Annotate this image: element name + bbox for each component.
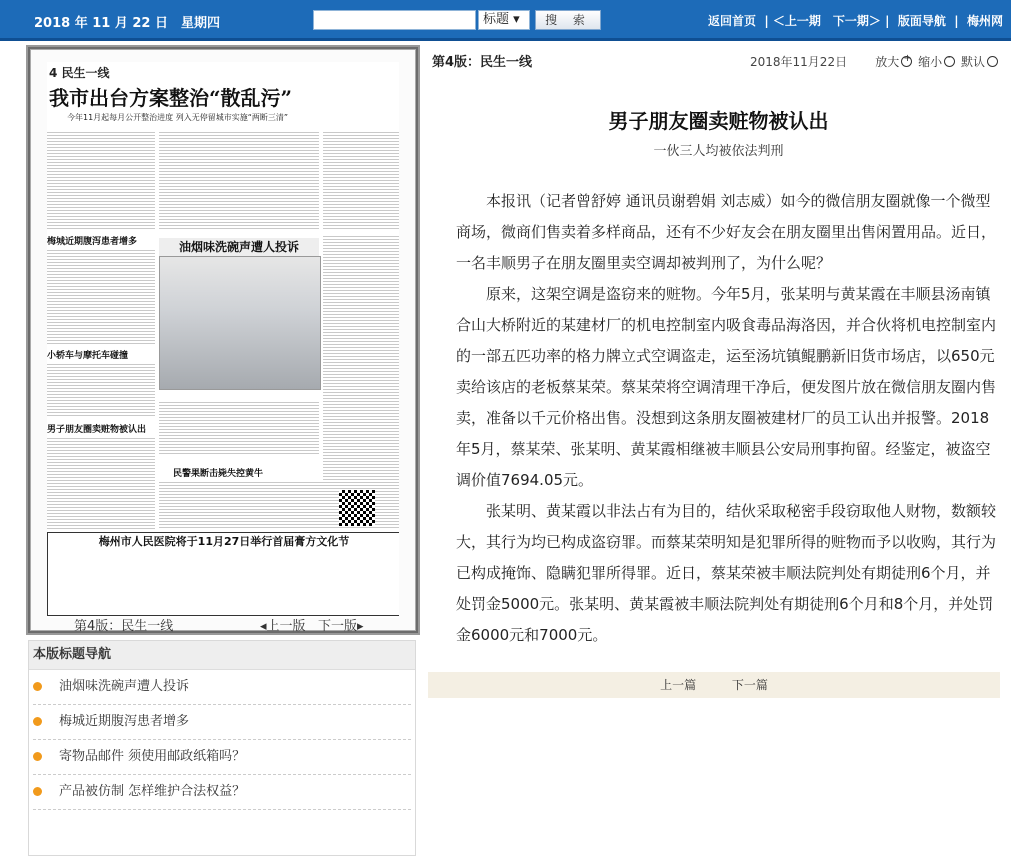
article-paragraph: 原来，这架空调是盗窃来的赃物。今年5月，张某明与黄某霞在丰顺县汤南镇合山大桥附近的某建材厂的机电控制室内吸食毒品海洛因，并合伙将机电控制室内的一部五匹功率的格力牌立式空调盗走，运至汤坑镇鲲鹏新旧货市场店，以650元卖给该店的老板蔡某荣。蔡某荣将空调清理干净后，便发图片放在微信朋友圈内售卖，准备以千元价格出售。没想到这条朋友圈被建材厂的员工认出并报警。2018年5月，蔡某荣、张某明、黄某霞相继被丰顺县公安局刑事拘留。经鉴定，被盗空调价值7694.05元。 [456,285,997,489]
default-size-label[interactable]: 默认 [960,55,985,69]
newspaper-page[interactable] [30,49,416,631]
page-nav-link[interactable]: 版面导航 [897,14,946,28]
page-label: 第4版：民生一线 [74,619,174,634]
bullet-icon [33,682,42,691]
search-input[interactable] [313,10,476,30]
headline-nav-title: 本版标题导航 [29,641,415,670]
np-mid-headline-4[interactable]: 民警果断击毙失控黄牛 [173,469,264,479]
select-value: 标题 [483,12,510,27]
top-nav [708,12,1003,29]
next-arrow-icon: ▸ [356,619,364,634]
article-nav [428,672,1000,698]
np-photo-headline[interactable]: 油烟味洗碗声遭人投诉 [159,238,319,256]
np-ad-title: 梅州市人民医院将于11月27日举行首届膏方文化节 [98,535,350,548]
next-article-link[interactable]: 下一篇 [731,678,768,692]
np-main-sub: 今年11月起每月公开整治进度 列入无停留城市实施“两断三清” [67,113,289,122]
np-main-headline[interactable]: 我市出台方案整治“散乱污” [49,86,293,110]
headline-item[interactable]: 寄物品邮件 须使用邮政纸箱吗？ [33,740,411,775]
page-nav [260,615,364,634]
prev-page-link[interactable]: 上一版 [266,619,306,634]
np-photo [159,256,321,390]
bullet-icon [33,717,42,726]
headline-nav [28,640,416,856]
np-mid-headline-3[interactable]: 男子朋友圈卖赃物被认出 [47,425,147,435]
article-title: 男子朋友圈卖赃物被认出 [608,109,829,133]
top-bar [0,0,1011,41]
newspaper-content [47,62,399,618]
newspaper-page-image[interactable] [28,49,416,635]
np-ad-box[interactable] [47,532,399,616]
np-mid-headline-2[interactable]: 小轿车与摩托车碰撞 [47,351,129,361]
qr-code-icon [339,490,375,526]
zoom-controls [875,53,1000,70]
headline-item[interactable]: 梅城近期腹泻患者增多 [33,705,411,740]
zoom-in-label[interactable]: 放大 [875,55,900,69]
meizhou-site-link[interactable]: 梅州网 [966,14,1003,28]
article-paragraph: 张某明、黄某霞以非法占有为目的，结伙采取秘密手段窃取他人财物，数额较大，其行为均已构成盗窃罪。而蔡某荣明知是犯罪所得的赃物而予以收购，其行为已构成掩饰、隐瞒犯罪所得罪。近日，蔡某荣被丰顺法院判处有期徒刑6个月，并处罚金5000元。张某明、黄某霞被丰顺法院判处有期徒刑6个月和8个月，并处罚金6000元和7000元。 [456,502,997,644]
article-date: 2018年11月22日 [750,55,848,69]
article-pane [426,41,1011,855]
search-field-select[interactable]: 标题 ▾ [478,10,530,30]
nav-divider: | [954,14,959,28]
article-subtitle: 一伙三人均被依法判刑 [653,144,784,159]
headline-item[interactable]: 产品被仿制 怎样维护合法权益？ [33,775,411,810]
next-page-link[interactable]: 下一版 [317,619,357,634]
default-size-icon[interactable] [987,56,998,67]
prev-article-link[interactable]: 上一篇 [660,678,697,692]
bullet-icon [33,752,42,761]
zoom-out-icon[interactable] [944,56,955,67]
zoom-out-label[interactable]: 缩小 [918,55,943,69]
article-paragraph: 本报讯（记者曾舒婷 通讯员谢碧娟 刘志威）如今的微信朋友圈就像一个微型商场，微商们售卖着多样商品，还有不少好友会在朋友圈里出售闲置用品。近日，一名丰顺男子在朋友圈里卖空调却被判刑了，为什么呢？ [456,192,997,272]
np-mid-headline-1[interactable]: 梅城近期腹泻患者增多 [47,237,138,247]
page-footer [28,615,416,640]
article-body [456,186,1001,651]
article-edition: 第4版：民生一线 [432,55,533,70]
issue-date: 2018 年 11 月 22 日 星期四 [34,16,220,31]
prev-arrow-icon: ◂ [260,619,267,634]
search-button[interactable]: 搜 索 [535,10,601,30]
np-section-label: 4 民生一线 [49,66,110,80]
bullet-icon [33,787,42,796]
headline-item[interactable]: 油烟味洗碗声遭人投诉 [33,670,411,705]
article-header [432,51,1004,73]
home-link[interactable]: 返回首页 [708,14,757,28]
issue-nav-link[interactable]: | ＜上一期 下一期＞ | [764,14,890,28]
zoom-in-icon[interactable] [901,56,912,67]
